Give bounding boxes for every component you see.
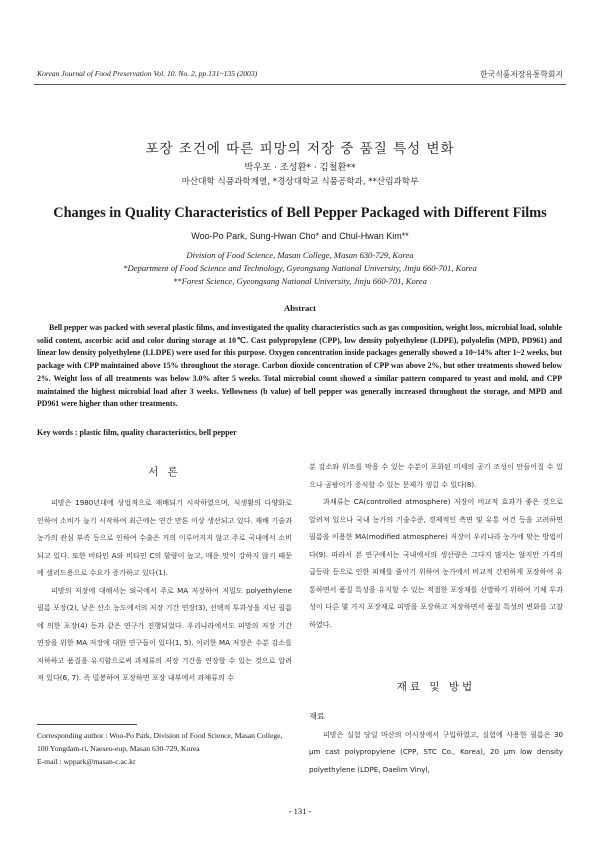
intro-paragraph-1: 피망은 1980년대에 상업적으로 재배되기 시작하였으며, 식생활의 다양화로 인하여 소비가 늘기 시작하여 최근에는 연간 만톤 이상 생산되고 있다. 재배 기술과 농가의 관심 부족 등으로 인하여 수출은 거의 이루어지지 않고 주로 국내에서 소비되고 있다. 또한 비타민 A와 비타민 C의 함량이 높고, 매운 맛이 강하지 않기 때문에 샐러드용으로 수요가 증가하고 있다(1). xyxy=(37,498,292,577)
english-affiliation-1: Division of Food Science, Masan College, Masan 630-729, Korea xyxy=(186,250,414,260)
materials-paragraph: 피망은 실험 당일 마산의 어시장에서 구입하였고, 실험에 사용한 필름은 30 μm cast polypropylene (CPP, STC Co., Korea), 20 μm low density polyethylene (LDPE, Daelim Vinyl, xyxy=(309,729,563,774)
keywords: Key words : plastic film, quality characteristics, bell pepper xyxy=(37,428,237,437)
header-rule xyxy=(34,84,566,85)
intro-heading: 서 론 xyxy=(148,466,181,478)
journal-header: Korean Journal of Food Preservation Vol. 10. No. 2, pp.131~135 (2003) xyxy=(37,69,258,78)
korean-title: 포장 조건에 따른 피망의 저장 중 품질 특성 변화 xyxy=(145,141,455,157)
intro-paragraph-3: 분 감소와 위조를 막을 수 있는 수분이 포화된 미세의 공기 조성이 만들어질 수 있으나 곰팡이가 증식할 수 있는 문제가 생길 수 있다(8). xyxy=(309,462,563,489)
society-header: 한국식품저장유통학회지 xyxy=(480,70,563,79)
materials-section xyxy=(309,708,563,778)
intro-paragraph-2: 피망의 저장에 대해서는 외국에서 주로 MA 저장하여 저밀도 polyethylene 필름 포장(2), 낮은 산소 농도에서의 저장 기간 연장(3), 선택적 투과성을 지닌 필름에 의한 포장(4) 등과 같은 연구가 진행되었다. 우리나라에서도 피망의 저장 기간 연장을 위한 MA 저장에 대한 연구들이 있다(1, 5). 이러한 MA 저장은 수분 감소를 저하하고 품질을 유지함으로써 과채류의 저장 기간을 연장할 수 있는 것으로 알려져 있다(6, 7). 즉 밀봉하여 포장하면 포장 내부에서 과채류의 수 xyxy=(37,585,292,682)
author-email: E-mail : wppark@masan-c.ac.kr xyxy=(37,757,136,766)
right-column xyxy=(309,458,563,633)
methods-heading: 재료 및 방법 xyxy=(396,681,476,693)
korean-authors: 박우포 · 조성환* · 김철환** xyxy=(244,162,356,173)
corresponding-author: Corresponding author : Woo-Po Park, Division of Food Science, Masan College, 100 Yongdam-ri, Naeseo-eup, Masan 630-729, Korea xyxy=(37,731,283,753)
english-affiliation-3: **Forest Science, Gyeongsang National University, Jinju 660-701, Korea xyxy=(173,276,427,286)
intro-paragraph-4: 과채류는 CA(controlled atmosphere) 저장이 비교적 효과가 좋은 것으로 알려져 있으나 국내 농가의 기술수준, 경제적인 측면 및 유통 여건 등을 고려하면 필름을 이용한 MA(modified atmosphere) 저장이 우리나라 농가에 맞는 방법이다(9). 따라서 본 연구에서는 국내에서의 생산량은 그다지 많지는 않지만 가격의 급등락 등으로 인한 피해를 줄이기 위하여 농가에서 비교적 간편하게 포장하여 유통하면서 품질 특성을 유지할 수 있는 적절한 포장재를 선발하기 위하여 기체 투과성이 다른 몇 가지 포장재로 피망을 포장하고 저장하면서 품질 특성의 변화를 고찰하였다. xyxy=(309,497,563,629)
abstract-heading: Abstract xyxy=(284,303,316,313)
footnote-rule xyxy=(37,724,137,725)
footnote xyxy=(37,729,292,768)
page-number: - 131 - xyxy=(288,806,312,816)
english-affiliation-2: *Department of Food Science and Technology, Gyeongsang National University, Jinju 660-701, Korea xyxy=(123,263,477,273)
korean-affiliations: 마산대학 식품과학계열, *경상대학교 식품공학과, **산림과학부 xyxy=(181,177,419,187)
abstract-text: Bell pepper was packed with several plastic films, and investigated the quality characteristics such as gas composition, weight loss, microbial load, soluble solid content, ascorbic acid and color during storage at 10℃. Cast polypropylene (CPP), low density polyethylene (LDPE), polyolefin (MPD, PD961) and linear low density polyethylene (LLDPE) were used for this purpose. Oxygen concentration inside packages generally showed a 10~14% after 1~2 weeks, but package with CPP maintained above 15% throughout the storage. Carbon dioxide concentration of CPP was above 2%, but other treatments showed below 2%. Weight loss of all treatments was below 3.0% after 5 weeks. Total microbial count showed a similar pattern compared to yeast and mold, and CPP maintained the highest microbial load after 3 weeks. Yellowness (b value) of bell pepper was generally increased throughout the storage, and MPD and PD961 were higher than other treatments. xyxy=(37,323,562,409)
english-title: Changes in Quality Characteristics of Bell Pepper Packaged with Different Films xyxy=(53,205,547,221)
left-column xyxy=(37,494,292,687)
english-authors: Woo-Po Park, Sung-Hwan Cho* and Chul-Hwan Kim** xyxy=(191,231,409,241)
materials-subheading: 재료 xyxy=(309,711,325,721)
